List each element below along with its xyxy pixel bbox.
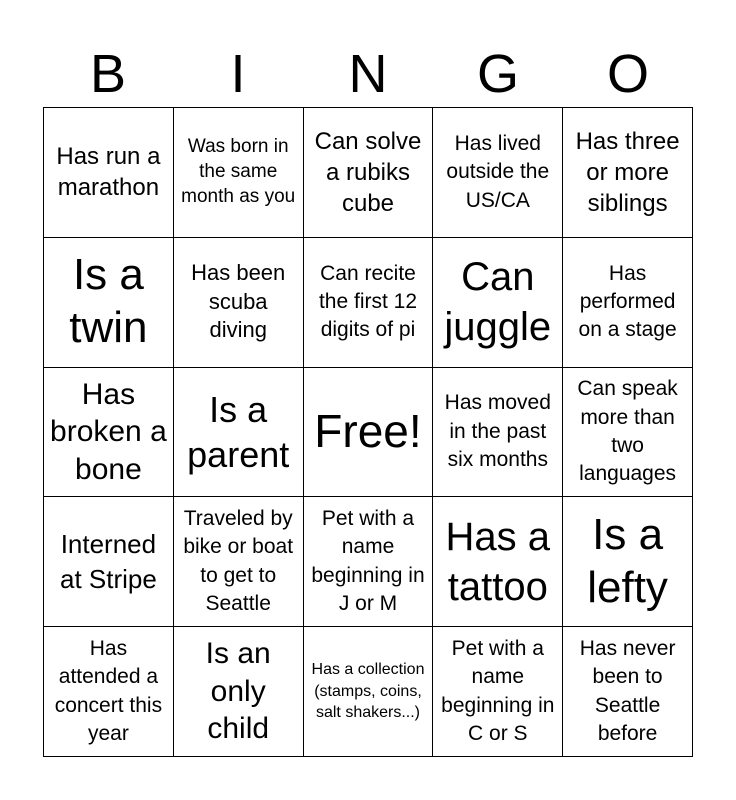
- free-space-cell[interactable]: Free!: [304, 368, 434, 498]
- bingo-cell[interactable]: Has three or more siblings: [563, 108, 693, 238]
- bingo-cell[interactable]: Has lived outside the US/CA: [433, 108, 563, 238]
- header-letter-b: B: [89, 44, 127, 104]
- bingo-cell[interactable]: Has a tattoo: [433, 497, 563, 627]
- bingo-grid: [43, 107, 693, 757]
- bingo-cell[interactable]: Pet with a name beginning in C or S: [433, 627, 563, 757]
- bingo-cell[interactable]: Has performed on a stage: [563, 238, 693, 368]
- header-letter-i: I: [230, 44, 246, 104]
- bingo-cell[interactable]: Has broken a bone: [44, 368, 174, 498]
- bingo-cell[interactable]: Has been scuba diving: [174, 238, 304, 368]
- bingo-cell[interactable]: Has never been to Seattle before: [563, 627, 693, 757]
- bingo-cell[interactable]: Was born in the same month as you: [174, 108, 304, 238]
- bingo-cell[interactable]: Is an only child: [174, 627, 304, 757]
- bingo-cell[interactable]: Has attended a concert this year: [44, 627, 174, 757]
- bingo-cell[interactable]: Traveled by bike or boat to get to Seattle: [174, 497, 304, 627]
- bingo-cell[interactable]: Has run a marathon: [44, 108, 174, 238]
- bingo-cell[interactable]: Can solve a rubiks cube: [304, 108, 434, 238]
- bingo-cell[interactable]: Can juggle: [433, 238, 563, 368]
- bingo-cell[interactable]: Has a collection (stamps, coins, salt shakers...): [304, 627, 434, 757]
- bingo-cell[interactable]: Is a lefty: [563, 497, 693, 627]
- bingo-cell[interactable]: Is a twin: [44, 238, 174, 368]
- bingo-cell[interactable]: Pet with a name beginning in J or M: [304, 497, 434, 627]
- bingo-cell[interactable]: Is a parent: [174, 368, 304, 498]
- header-letter-g: G: [476, 44, 519, 104]
- bingo-cell[interactable]: Can recite the first 12 digits of pi: [304, 238, 434, 368]
- header-letter-n: N: [348, 44, 388, 104]
- bingo-cell[interactable]: Interned at Stripe: [44, 497, 174, 627]
- bingo-cell[interactable]: Can speak more than two languages: [563, 368, 693, 498]
- bingo-cell[interactable]: Has moved in the past six months: [433, 368, 563, 498]
- header-letter-o: O: [606, 44, 649, 104]
- bingo-header: [43, 40, 693, 108]
